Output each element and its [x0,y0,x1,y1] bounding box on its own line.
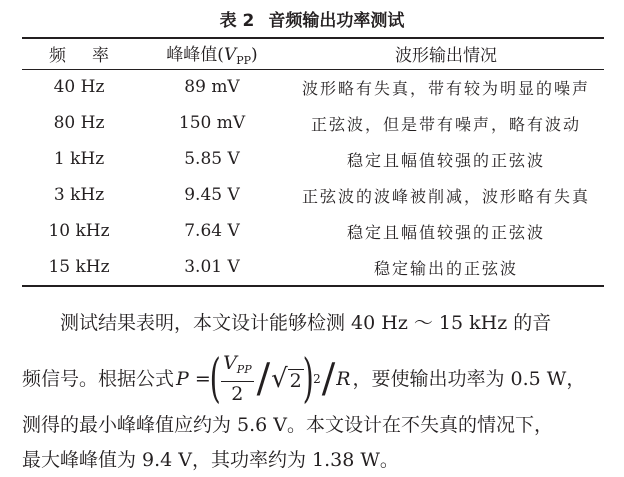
formula-slash-1: / [256,356,271,402]
paragraph-line-2-start: 频信号。根据公式 [22,368,175,390]
header-frequency-char2: 率 [92,46,109,66]
cell-vpp: 9.45 V [184,185,240,205]
paragraph-line-1: 测试结果表明，本文设计能够检测 40 Hz ～ 15 kHz 的音 [60,312,552,334]
cell-vpp: 5.85 V [184,149,240,169]
table-row [22,213,604,249]
cell-description: 波形略有失真，带有较为明显的噪声 [301,78,590,98]
cell-description: 正弦波的波峰被削减，波形略有失真 [301,186,590,206]
formula-left-paren: ( [209,349,221,409]
table-bottom-rule [22,285,604,287]
formula-denominator: 2 [231,383,244,405]
cell-vpp: 3.01 V [184,257,240,277]
table-number: 表 2 [219,11,255,31]
header-vpp-var: V [223,45,237,65]
cell-description: 稳定且幅值较强的正弦波 [346,222,545,242]
cell-description: 稳定输出的正弦波 [373,258,518,278]
table-caption [0,6,624,31]
formula-sqrt [271,366,304,392]
formula-slash-2: / [321,356,336,402]
paragraph-line-4: 最大峰峰值为 9.4 V，其功率约为 1.38 W。 [22,449,399,471]
cell-frequency: 80 Hz [53,113,105,133]
cell-frequency: 15 kHz [48,257,110,277]
power-test-table [22,38,604,285]
table-row [22,177,604,213]
formula-rhs-var: R [336,368,351,390]
paragraph-line-3: 测得的最小峰峰值应约为 5.6 V。本文设计在不失真的情况下， [22,414,554,436]
formula-fraction [221,352,254,406]
sqrt-symbol-icon: √ [271,364,288,394]
power-formula [176,349,351,409]
formula-sqrt-arg: 2 [289,370,302,392]
cell-vpp: 150 mV [178,113,246,133]
table-row [22,249,604,285]
table-title: 音频输出功率测试 [268,11,405,31]
header-vpp-suffix: ) [251,45,258,65]
header-vpp-prefix: 峰峰值( [166,45,224,65]
paragraph-line-2-end: ，要使输出功率为 0.5 W， [352,368,586,390]
header-vpp [136,38,288,69]
cell-frequency: 1 kHz [53,149,105,169]
cell-frequency: 40 Hz [53,77,105,97]
cell-description: 稳定且幅值较强的正弦波 [346,150,545,170]
formula-num-sub: PP [236,363,252,376]
header-frequency [22,38,136,69]
formula-lhs: P = [176,368,211,390]
header-description: 波形输出情况 [395,46,497,66]
formula-numerator [221,352,254,382]
formula-num-var: V [223,352,237,374]
header-vpp-sub: PP [236,54,252,67]
paragraph-line-2 [22,349,606,409]
cell-frequency: 10 kHz [48,221,110,241]
cell-description: 正弦波，但是带有噪声，略有波动 [310,114,581,134]
cell-frequency: 3 kHz [53,185,105,205]
cell-vpp: 89 mV [184,77,240,97]
table-row [22,105,604,141]
formula-right-paren: ) [302,349,314,409]
table-header-row [22,38,604,69]
formula-power: 2 [313,372,321,386]
cell-vpp: 7.64 V [184,221,240,241]
table-row [22,69,604,105]
header-frequency-char1: 频 [49,46,66,66]
table-row [22,141,604,177]
